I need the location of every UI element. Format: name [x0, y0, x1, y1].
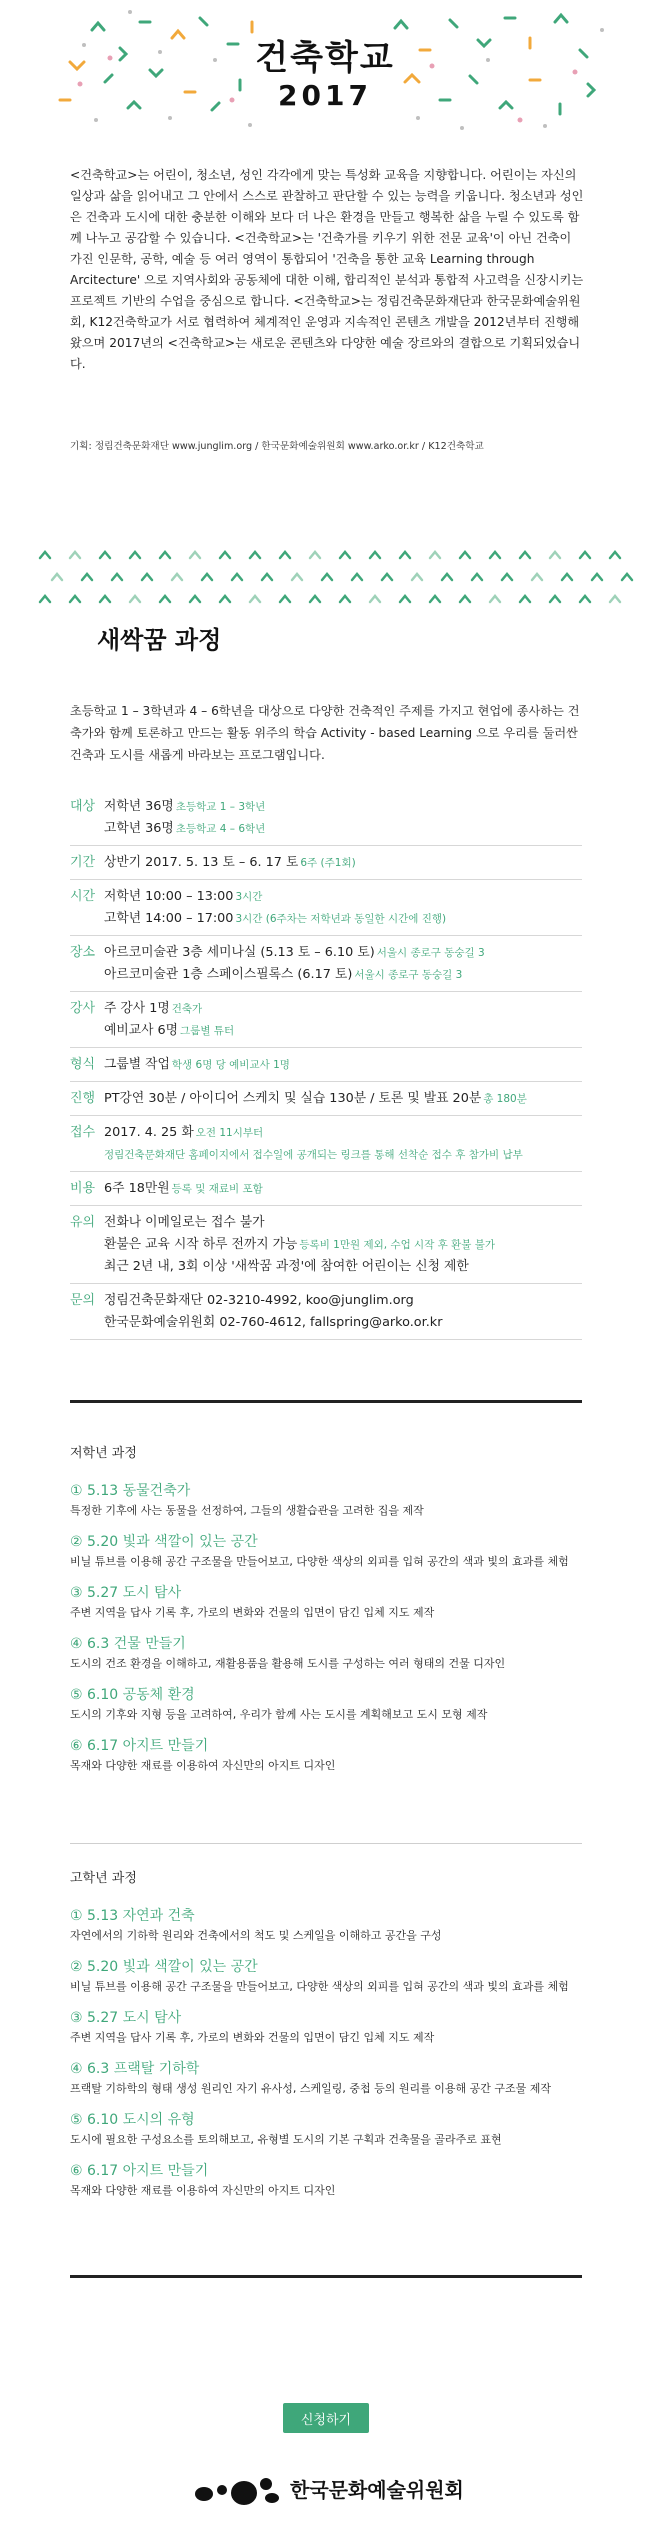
- course-heading: 저학년 과정: [70, 1446, 137, 1461]
- info-table: [70, 790, 582, 1340]
- course-item-title: ③ 5.27 도시 탐사: [70, 1585, 182, 1601]
- course-heading: 고학년 과정: [70, 1871, 137, 1886]
- course-item-title: ④ 6.3 프랙탈 기하학: [70, 2061, 200, 2077]
- info-line: [104, 964, 582, 986]
- info-line: [104, 1234, 582, 1256]
- info-line: [104, 1290, 582, 1312]
- course-item-desc: 도시의 기후와 지형 등을 고려하여, 우리가 함께 사는 도시를 계획해보고 도시 모형 제작: [70, 1708, 488, 1721]
- info-row: [70, 1284, 582, 1340]
- course-divider: [70, 1843, 582, 1844]
- info-line: [104, 1088, 582, 1110]
- info-label: 시간: [70, 889, 96, 904]
- course-item-desc: 비닐 튜브를 이용해 공간 구조물을 만들어보고, 다양한 색상의 외피를 입혀 공간의 색과 빛의 효과를 체험: [70, 1980, 569, 1993]
- course-item: [70, 1634, 582, 1673]
- footer-logo: [192, 2470, 462, 2510]
- info-line: [104, 818, 582, 840]
- info-note: 그룹별 튜터: [180, 1025, 235, 1037]
- intro-paragraph: <건축학교>는 어린이, 청소년, 성인 각각에게 맞는 특성화 교육을 지향합니다. 어린이는 자신의 일상과 삶을 읽어내고 그 안에서 스스로 관찰하고 판단할 수 있는 능력을 키웁니다. 청소년과 성인은 건축과 도시에 대한 충분한 이해와 보다 더 나은 환경을 만들고 행복한 삶을 누릴 수 있도록 함께 나누고 공감할 수 있습니다. <건축학교>는 '건축가를 키우기 위한 전문 교육'이 아닌 건축이 가진 인문학, 공학, 예술 등 여러 영역이 통합되어 '건축을 통한 교육 Learning through Arcitecture' 으로 지역사회와 공동체에 대한 이해, 합리적인 분석과 통합적 사고력을 신장시키는 프로젝트 기반의 수업을 중심으로 합니다. <건축학교>는 정림건축문화재단과 한국문화예술위원회, K12건축학교가 서로 협력하여 체계적인 운영과 지속적인 콘텐츠 개발을 2012년부터 진행해왔으며 2017년의 <건축학교>는 새로운 콘텐츠와 다양한 예술 장르와의 결합으로 기획되었습니다.: [70, 168, 584, 371]
- info-label: 유의: [70, 1215, 96, 1230]
- info-value: 저학년 36명: [104, 799, 174, 814]
- info-value: 저학년 10:00 – 13:00: [104, 889, 234, 904]
- chevron-pattern-icon: [0, 540, 650, 620]
- info-note: 총 180분: [483, 1093, 527, 1105]
- course-item-title: ② 5.20 빛과 색깔이 있는 공간: [70, 1534, 258, 1550]
- info-value: 한국문화예술위원회 02-760-4612, fallspring@arko.or.kr: [104, 1315, 443, 1330]
- info-line: [104, 796, 582, 818]
- course-item-title: ⑤ 6.10 도시의 유형: [70, 2112, 195, 2128]
- info-line: [104, 1212, 582, 1234]
- course-item-title: ③ 5.27 도시 탐사: [70, 2010, 182, 2026]
- info-value: 상반기 2017. 5. 13 토 – 6. 17 토: [104, 855, 299, 870]
- course-item-title: ⑥ 6.17 아지트 만들기: [70, 2163, 209, 2179]
- info-note: 초등학교 1 – 3학년: [175, 801, 266, 813]
- info-value: 고학년 36명: [104, 821, 174, 836]
- info-value: 예비교사 6명: [104, 1023, 179, 1038]
- info-line: [104, 908, 582, 930]
- course-item: [70, 1532, 582, 1571]
- section-divider: [70, 2275, 582, 2278]
- info-value: 아르코미술관 1층 스페이스필록스 (6.17 토): [104, 967, 353, 982]
- info-value: 아르코미술관 3층 세미나실 (5.13 토 – 6.10 토): [104, 945, 375, 960]
- info-note: 6주 (주1회): [300, 857, 356, 869]
- credit-line: 기획: 정림건축문화재단 www.junglim.org / 한국문화예술위원회 www.arko.or.kr / K12건축학교: [70, 441, 484, 452]
- course-item: [70, 1685, 582, 1724]
- info-line: [104, 1256, 582, 1278]
- info-note: 서울시 종로구 동숭길 3: [354, 969, 463, 981]
- course-item-desc: 자연에서의 기하학 원리와 건축에서의 척도 및 스케일을 이해하고 공간을 구성: [70, 1929, 442, 1942]
- info-note: 등록 및 재료비 포함: [171, 1183, 263, 1195]
- hero-header: [0, 0, 650, 140]
- info-row: [70, 790, 582, 846]
- info-row: [70, 1048, 582, 1082]
- info-row: [70, 936, 582, 992]
- info-line: [104, 1054, 582, 1076]
- course-item: [70, 1957, 582, 1996]
- course-item: [70, 2110, 582, 2149]
- info-row: [70, 1206, 582, 1284]
- info-note: 서울시 종로구 동숭길 3: [376, 947, 485, 959]
- info-row: [70, 992, 582, 1048]
- info-note: 정림건축문화재단 홈페이지에서 접수일에 공개되는 링크를 통해 선착순 접수 후 참가비 납부: [104, 1149, 523, 1161]
- program-title: 새싹꿈 과정: [97, 626, 222, 654]
- course-item-desc: 특정한 기후에 사는 동물을 선정하여, 그들의 생활습관을 고려한 집을 제작: [70, 1504, 424, 1517]
- program-description: 초등학교 1 – 3학년과 4 – 6학년을 대상으로 다양한 건축적인 주제를 가지고 현업에 종사하는 건축가와 함께 토론하고 만드는 활동 위주의 학습 Activity - based Learning 으로 우리를 둘러싼 건축과 도시를 새롭게 바라보는 프로그램입니다.: [70, 704, 580, 762]
- info-note: 등록비 1만원 제외, 수업 시작 후 환불 불가: [299, 1239, 496, 1251]
- course-item: [70, 1583, 582, 1622]
- course-item-title: ① 5.13 자연과 건축: [70, 1908, 195, 1924]
- info-label: 비용: [70, 1181, 96, 1196]
- info-row: [70, 1172, 582, 1206]
- course-item-desc: 목재와 다양한 재료를 이용하여 자신만의 아지트 디자인: [70, 1759, 336, 1772]
- course-item-desc: 도시에 필요한 구성요소를 토의해보고, 유형별 도시의 기본 구획과 건축물을 골라주로 표현: [70, 2133, 502, 2146]
- info-label: 대상: [70, 799, 96, 814]
- course-item: [70, 1481, 582, 1520]
- info-row: [70, 846, 582, 880]
- info-note: 건축가: [171, 1003, 203, 1015]
- course-item-desc: 주변 지역을 답사 기록 후, 가로의 변화와 건물의 입면이 담긴 입체 지도 제작: [70, 2031, 435, 2044]
- hero-title: 건축학교: [255, 38, 395, 78]
- info-value: 그룹별 작업: [104, 1057, 170, 1072]
- info-line: [104, 852, 582, 874]
- info-label: 장소: [70, 945, 96, 960]
- course-item: [70, 2059, 582, 2098]
- info-note: 학생 6명 당 예비교사 1명: [171, 1059, 290, 1071]
- info-label: 문의: [70, 1293, 96, 1308]
- info-value: 정림건축문화재단 02-3210-4992, koo@junglim.org: [104, 1293, 414, 1308]
- info-line: [104, 942, 582, 964]
- info-row: [70, 880, 582, 936]
- footer-org-name: 한국문화예술위원회: [290, 2478, 464, 2502]
- info-note: 오전 11시부터: [195, 1127, 264, 1139]
- course-item-title: ① 5.13 동물건축가: [70, 1483, 191, 1499]
- info-line: [104, 1144, 582, 1166]
- course-item: [70, 2161, 582, 2200]
- course-item-title: ④ 6.3 건물 만들기: [70, 1636, 186, 1652]
- course-item-desc: 주변 지역을 답사 기록 후, 가로의 변화와 건물의 입면이 담긴 입체 지도 제작: [70, 1606, 435, 1619]
- course-senior: [70, 1870, 582, 2212]
- hero-year: 2017: [278, 79, 372, 112]
- info-line: [104, 886, 582, 908]
- info-note: 3시간: [235, 891, 263, 903]
- info-note: 초등학교 4 – 6학년: [175, 823, 266, 835]
- info-line: [104, 1312, 582, 1334]
- course-item-desc: 목재와 다양한 재료를 이용하여 자신만의 아지트 디자인: [70, 2184, 336, 2197]
- info-value: 최근 2년 내, 3회 이상 '새싹꿈 과정'에 참여한 어린이는 신청 제한: [104, 1259, 469, 1274]
- info-line: [104, 998, 582, 1020]
- info-label: 진행: [70, 1091, 96, 1106]
- info-line: [104, 1122, 582, 1144]
- info-value: 환불은 교육 시작 하루 전까지 가능: [104, 1237, 298, 1252]
- info-value: 주 강사 1명: [104, 1001, 170, 1016]
- info-line: [104, 1178, 582, 1200]
- info-value: 고학년 14:00 – 17:00: [104, 911, 234, 926]
- info-row: [70, 1082, 582, 1116]
- course-junior: [70, 1445, 582, 1787]
- info-label: 접수: [70, 1125, 96, 1140]
- arko-logo-icon: [192, 2474, 282, 2508]
- info-note: 3시간 (6주차는 저학년과 동일한 시간에 진행): [235, 913, 447, 925]
- course-item-desc: 도시의 건조 환경을 이해하고, 재활용품을 활용해 도시를 구성하는 여러 형태의 건물 디자인: [70, 1657, 506, 1670]
- course-item: [70, 2008, 582, 2047]
- info-line: [104, 1020, 582, 1042]
- info-value: 전화나 이메일로는 접수 불가: [104, 1215, 265, 1230]
- course-item-title: ⑥ 6.17 아지트 만들기: [70, 1738, 209, 1754]
- apply-button[interactable]: 신청하기: [283, 2403, 369, 2433]
- info-label: 강사: [70, 1001, 96, 1016]
- info-row: [70, 1116, 582, 1172]
- course-item: [70, 1906, 582, 1945]
- course-item-title: ⑤ 6.10 공동체 환경: [70, 1687, 195, 1703]
- info-value: 2017. 4. 25 화: [104, 1125, 194, 1140]
- course-item-title: ② 5.20 빛과 색깔이 있는 공간: [70, 1959, 258, 1975]
- info-label: 형식: [70, 1057, 96, 1072]
- info-value: 6주 18만원: [104, 1181, 170, 1196]
- section-divider: [70, 1400, 582, 1403]
- course-item-desc: 프랙탈 기하학의 형태 생성 원리인 자기 유사성, 스케일링, 중첩 등의 원리를 이용해 공간 구조물 제작: [70, 2082, 551, 2095]
- info-label: 기간: [70, 855, 96, 870]
- info-value: PT강연 30분 / 아이디어 스케치 및 실습 130분 / 토론 및 발표 20분: [104, 1091, 482, 1106]
- course-item: [70, 1736, 582, 1775]
- course-item-desc: 비닐 튜브를 이용해 공간 구조물을 만들어보고, 다양한 색상의 외피를 입혀 공간의 색과 빛의 효과를 체험: [70, 1555, 569, 1568]
